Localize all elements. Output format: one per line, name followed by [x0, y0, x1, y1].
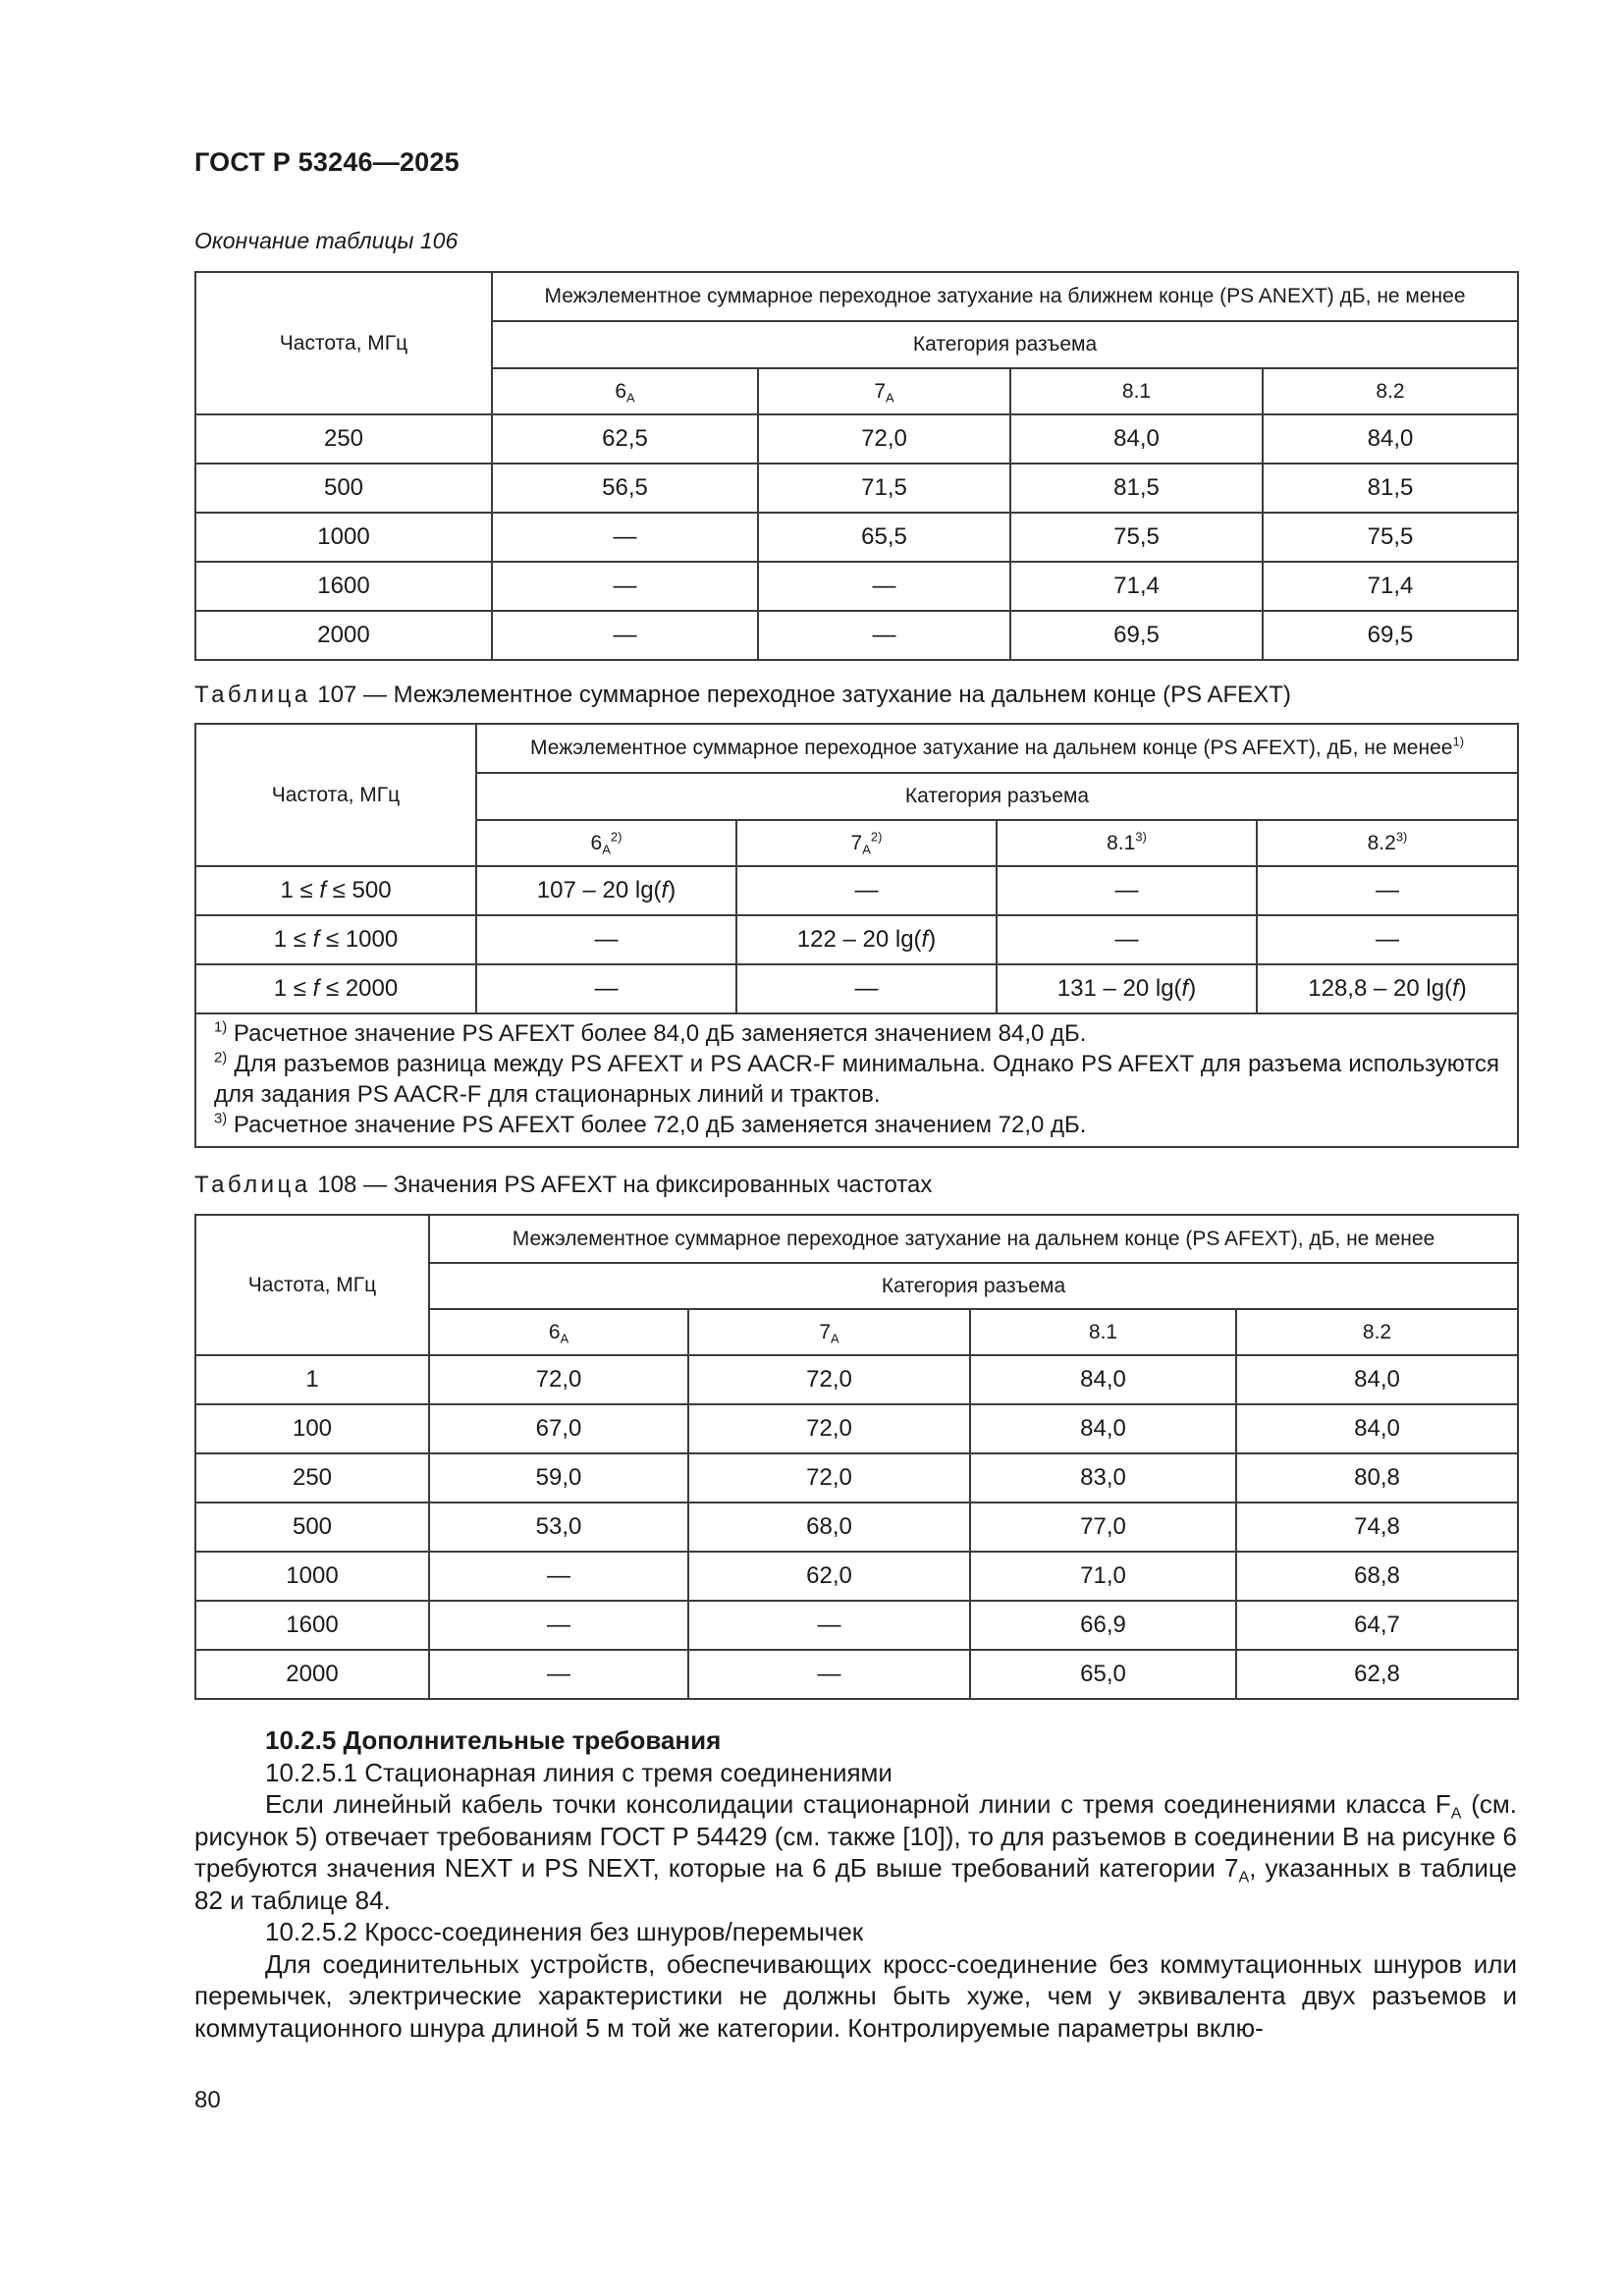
table-106-caption: Окончание таблицы 106: [194, 228, 459, 253]
value-cell: —: [429, 1601, 688, 1650]
frequency-cell: 1600: [195, 562, 492, 611]
table-row: [195, 1552, 1518, 1601]
frequency-cell: 1 ≤ f ≤ 500: [195, 866, 476, 915]
table-107: [194, 723, 1519, 1148]
value-cell: 71,5: [758, 464, 1010, 513]
table-108: [194, 1214, 1519, 1700]
value-cell: 53,0: [429, 1503, 688, 1552]
value-cell: —: [492, 513, 758, 562]
table-row: [195, 414, 1518, 464]
value-cell: 107 – 20 lg(f): [476, 866, 736, 915]
value-cell: —: [758, 562, 1010, 611]
value-cell: 84,0: [970, 1355, 1236, 1404]
paragraph-1: Если линейный кабель точки консолидации стационарной линии с тремя соединениями класса $F_A$ (см. рисунок 5) отвечает требованиям ГОСТ Р 54429 (см. также [10]), то для разъемов в соединении В на рисунке 6 требуются значения NEXT и PS NEXT, которые на 6 дБ выше требований категории $7_A$, указанных в таблице 82 и таблице 84.: [194, 1789, 1517, 1915]
table-row: [195, 1503, 1518, 1552]
value-cell: 128,8 – 20 lg(f): [1257, 964, 1518, 1013]
table-108-caption: Таблица 108 — Значения PS AFEXT на фиксированных частотах: [194, 1172, 933, 1198]
value-cell: 65,5: [758, 513, 1010, 562]
frequency-cell: 1000: [195, 513, 492, 562]
subsection-heading-2: 10.2.5.2 Кросс-соединения без шнуров/перемычек: [265, 1917, 864, 1946]
value-cell: 62,5: [492, 414, 758, 464]
main-header: Межэлементное суммарное переходное затухание на дальнем конце (PS AFEXT), дБ, не менее: [429, 1215, 1518, 1263]
page-number: 80: [194, 2087, 221, 2113]
category-header: Категория разъема: [429, 1263, 1518, 1309]
value-cell: 71,4: [1010, 562, 1263, 611]
value-cell: 84,0: [1263, 414, 1518, 464]
freq-header: Частота, МГц: [195, 1215, 429, 1355]
value-cell: —: [476, 915, 736, 964]
column-header-8-1: 8.1$^{3)}$: [997, 820, 1257, 866]
column-header-8-1: 8.1: [1010, 368, 1263, 414]
value-cell: 72,0: [688, 1453, 970, 1503]
frequency-cell: 1: [195, 1355, 429, 1404]
footnote-2: $^{2)}$ Для разъемов разница между PS AFEXT и PS AACR-F минимальна. Однако PS AFEXT для разъема используются для задания PS AACR-F для стационарных линий и трактов.: [214, 1050, 1499, 1108]
page-header: ГОСТ Р 53246—2025: [194, 147, 460, 177]
footnote-1: $^{1)}$ Расчетное значение PS AFEXT более 84,0 дБ заменяется значением 84,0 дБ.: [214, 1019, 1087, 1047]
value-cell: —: [1257, 915, 1518, 964]
table-row: [195, 562, 1518, 611]
column-header-8-2: 8.2: [1236, 1309, 1518, 1355]
frequency-cell: 250: [195, 1453, 429, 1503]
value-cell: —: [1257, 866, 1518, 915]
value-cell: 71,4: [1263, 562, 1518, 611]
value-cell: —: [492, 611, 758, 660]
table-106: [194, 271, 1519, 661]
value-cell: —: [736, 964, 997, 1013]
value-cell: 71,0: [970, 1552, 1236, 1601]
frequency-cell: 2000: [195, 611, 492, 660]
value-cell: —: [492, 562, 758, 611]
main-header: Межэлементное суммарное переходное затухание на ближнем конце (PS ANEXT) дБ, не менее: [492, 272, 1518, 321]
table-107-caption: Таблица 107 — Межэлементное суммарное переходное затухание на дальнем конце (PS AFEXT): [194, 682, 1291, 708]
value-cell: 72,0: [688, 1404, 970, 1453]
table-row: [195, 964, 1518, 1013]
value-cell: 131 – 20 lg(f): [997, 964, 1257, 1013]
table-107-notes: [195, 1013, 1518, 1147]
value-cell: 84,0: [1010, 414, 1263, 464]
body-text: [194, 1724, 1517, 2044]
value-cell: 81,5: [1263, 464, 1518, 513]
value-cell: —: [476, 964, 736, 1013]
value-cell: —: [736, 866, 997, 915]
table-row: [195, 1601, 1518, 1650]
value-cell: —: [997, 866, 1257, 915]
value-cell: 59,0: [429, 1453, 688, 1503]
frequency-cell: 1000: [195, 1552, 429, 1601]
value-cell: 122 – 20 lg(f): [736, 915, 997, 964]
value-cell: 66,9: [970, 1601, 1236, 1650]
column-header-6: $6_A^{2)}$: [476, 820, 736, 866]
table-row: [195, 866, 1518, 915]
value-cell: 67,0: [429, 1404, 688, 1453]
category-header: Категория разъема: [492, 321, 1518, 368]
table-row: [195, 1650, 1518, 1699]
value-cell: 84,0: [970, 1404, 1236, 1453]
subsection-heading-1: 10.2.5.1 Стационарная линия с тремя соединениями: [265, 1757, 893, 1787]
value-cell: 84,0: [1236, 1355, 1518, 1404]
table-row: [195, 915, 1518, 964]
table-row: [195, 464, 1518, 513]
frequency-cell: 250: [195, 414, 492, 464]
value-cell: 75,5: [1010, 513, 1263, 562]
category-header: Категория разъема: [476, 773, 1518, 820]
value-cell: 72,0: [688, 1355, 970, 1404]
section-heading: 10.2.5 Дополнительные требования: [265, 1725, 722, 1755]
freq-header: Частота, МГц: [195, 272, 492, 414]
value-cell: 72,0: [758, 414, 1010, 464]
frequency-cell: 2000: [195, 1650, 429, 1699]
value-cell: 68,0: [688, 1503, 970, 1552]
value-cell: —: [997, 915, 1257, 964]
table-row: [195, 1404, 1518, 1453]
table-row: [195, 513, 1518, 562]
value-cell: 65,0: [970, 1650, 1236, 1699]
value-cell: —: [429, 1650, 688, 1699]
value-cell: —: [688, 1650, 970, 1699]
frequency-cell: 500: [195, 1503, 429, 1552]
value-cell: 84,0: [1236, 1404, 1518, 1453]
footnote-3: $^{3)}$ Расчетное значение PS AFEXT более 72,0 дБ заменяется значением 72,0 дБ.: [214, 1111, 1087, 1138]
value-cell: 75,5: [1263, 513, 1518, 562]
column-header-8-2: 8.2: [1263, 368, 1518, 414]
value-cell: 62,8: [1236, 1650, 1518, 1699]
column-header-7: $7_A$: [688, 1309, 970, 1355]
value-cell: —: [758, 611, 1010, 660]
table-row: [195, 1453, 1518, 1503]
value-cell: 69,5: [1010, 611, 1263, 660]
column-header-8-2: 8.2$^{3)}$: [1257, 820, 1518, 866]
value-cell: 56,5: [492, 464, 758, 513]
freq-header: Частота, МГц: [195, 724, 476, 866]
table-row: [195, 611, 1518, 660]
frequency-cell: 500: [195, 464, 492, 513]
frequency-cell: 1 ≤ f ≤ 2000: [195, 964, 476, 1013]
column-header-7: $7_A$: [758, 368, 1010, 414]
table-row: [195, 1355, 1518, 1404]
frequency-cell: 100: [195, 1404, 429, 1453]
value-cell: 81,5: [1010, 464, 1263, 513]
value-cell: —: [429, 1552, 688, 1601]
value-cell: 83,0: [970, 1453, 1236, 1503]
value-cell: 77,0: [970, 1503, 1236, 1552]
value-cell: 72,0: [429, 1355, 688, 1404]
value-cell: 69,5: [1263, 611, 1518, 660]
value-cell: 62,0: [688, 1552, 970, 1601]
column-header-7: $7_A^{2)}$: [736, 820, 997, 866]
value-cell: —: [688, 1601, 970, 1650]
value-cell: 64,7: [1236, 1601, 1518, 1650]
column-header-8-1: 8.1: [970, 1309, 1236, 1355]
main-header: Межэлементное суммарное переходное затухание на дальнем конце (PS AFEXT), дБ, не менее$^{1)}$: [476, 724, 1518, 773]
column-header-6: $6_A$: [492, 368, 758, 414]
paragraph-2: Для соединительных устройств, обеспечивающих кросс-соединение без коммутационных шнуров или перемычек, электрические характеристики не должны быть хуже, чем у эквивалента двух разъемов и коммутационного шнура длиной 5 м той же категории. Контролируемые параметры вклю-: [194, 1948, 1517, 2043]
value-cell: 80,8: [1236, 1453, 1518, 1503]
column-header-6: $6_A$: [429, 1309, 688, 1355]
frequency-cell: 1 ≤ f ≤ 1000: [195, 915, 476, 964]
value-cell: 68,8: [1236, 1552, 1518, 1601]
frequency-cell: 1600: [195, 1601, 429, 1650]
value-cell: 74,8: [1236, 1503, 1518, 1552]
